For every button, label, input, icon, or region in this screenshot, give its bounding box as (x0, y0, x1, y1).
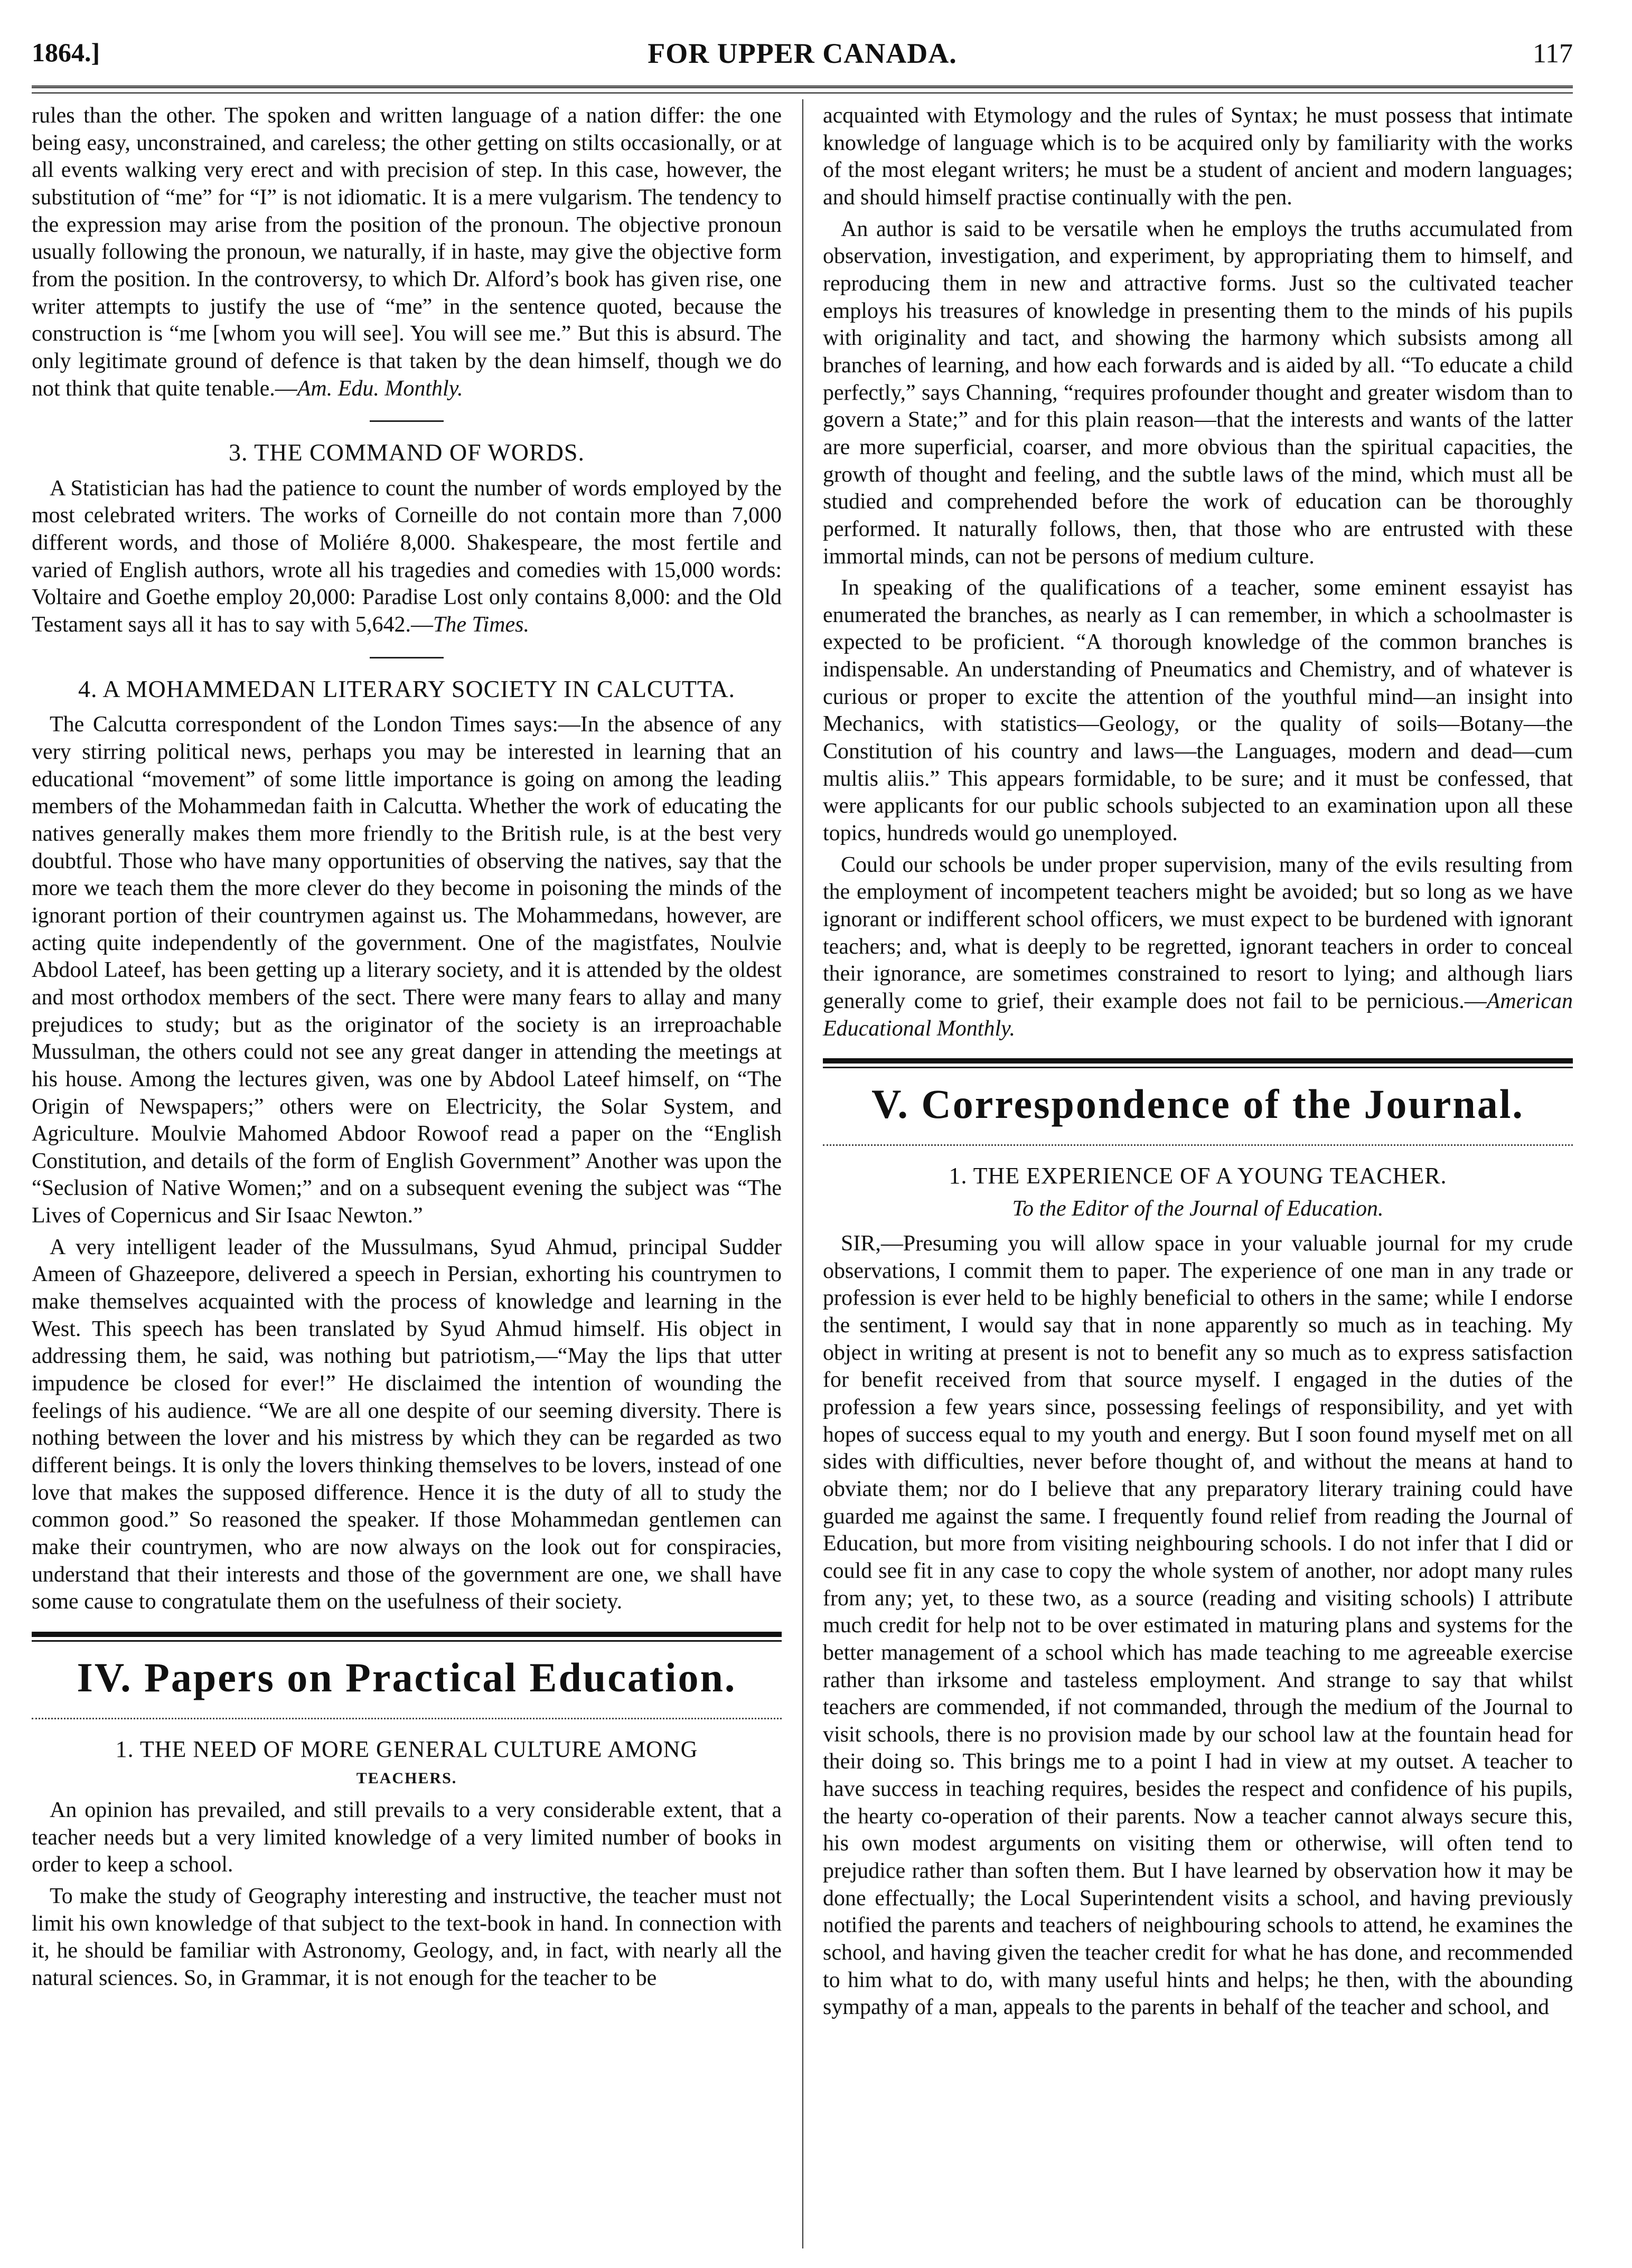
article-heading: 1. THE EXPERIENCE OF A YOUNG TEACHER. (949, 1163, 1447, 1189)
paragraph-text: A Statistician has had the patience to count the number of words employed by the most celebrated writers. The works of Corneille do not contain more than 7,000 different words, and those of Moliére 8,000. Shakespeare, the most fertile and varied of English authors, wrote all his tragedies and comedies with 15,000 words: Voltaire and Goethe employ 20,000: Paradise Lost only contains 8,000: and the Old Testament says all it has to say with 5,642.— (32, 476, 782, 637)
paragraph: acquainted with Etymology and the rules of Syntax; he must possess that intimate knowledge of language which is to be acquired only by familiarity with the works of the most elegant writers; he must be a student of ancient and modern languages; and should himself practise continually with the pen. (823, 103, 1573, 210)
section-separator (370, 657, 444, 658)
paragraph (32, 475, 782, 639)
header-title: FOR UPPER CANADA. (648, 37, 957, 69)
source-credit: Am. Edu. Monthly. (297, 376, 463, 401)
paragraph-text: Could our schools be under proper supervision, many of the evils resulting from the employment of incompetent teachers might be avoided; but so long as we have ignorant or indifferent school officers, we must expect to be burdened with ignorant teachers; and, what is deeply to be regretted, ignorant teachers in order to conceal their ignorance, are sometimes constrained to resort to lying; and although liars generally come to grief, their example does not fail to be pernicious.— (823, 852, 1573, 1013)
article-subheading: To the Editor of the Journal of Education. (1012, 1197, 1384, 1221)
header-rule (32, 86, 1573, 88)
paragraph (823, 852, 1573, 1043)
paragraph (32, 102, 782, 402)
banner-ornament (823, 1134, 1573, 1146)
banner-title: V. Correspondence of the Journal. (871, 1081, 1524, 1127)
paragraph: An author is said to be versatile when he employs the truths accumulated from observation, investigation, and experiment, by appropriating them to himself, and reproducing them in new and attractive forms. Just so the cultivated teacher employs his treasures of knowledge in presenting them to the minds of his pupils with originality and tact, and showing the harmony which subsists among all branches of learning, and how each forwards and is aided by all. “To educate a child perfectly,” says Channing, “requires profounder thought and greater wisdom than to govern a State;” and for this plain reason—that the interests and wants of the latter are more superficial, coarser, and more obvious than the spiritual capacities, the growth of thought and feeling, and the subtle laws of the mind, which must all be studied and comprehended before the work of education can be thoroughly performed. It naturally follows, then, that those who are entrusted with these immortal minds, can not be persons of medium culture. (823, 217, 1573, 569)
paragraph: To make the study of Geography interesting and instructive, the teacher must not limit his own knowledge of that subject to the text-book in hand. In connection with it, he should be familiar with Astronomy, Geology, and, in fact, with nearly all the natural sciences. So, in Grammar, it is not enough for the teacher to be (32, 1884, 782, 1990)
paragraph: In speaking of the qualifications of a teacher, some eminent essayist has enumerated the branches, as nearly as I can remember, in which a schoolmaster is expected to be proficient. “A thorough knowledge of the common branches is indispensable. An understanding of Pneumatics and Chemistry, and of whatever is curious or proper to excite the attention of the youthful mind—an insight into Mechanics, with statistics—Geology, or the quality of soils—Botany—the Constitution of his country and laws—the Languages, modern and dead—cum multis aliis.” This appears formidable, to be sure; and it must be confessed, that were applicants for our public schools subjected to an examination upon all these topics, hundreds would go unemployed. (823, 576, 1573, 846)
right-column (823, 102, 1573, 2026)
header-date: 1864.] (32, 37, 100, 67)
column-divider (802, 99, 803, 2248)
paragraph: SIR,—Presuming you will allow space in your valuable journal for my crude observations, I commit them to paper. The experience of one man in any trade or profession is ever held to be highly beneficial to others in the same; while I endorse the sentiment, I would say that in none apparently so much as in teaching. My object in writing at present is not to benefit any so much as to express satisfaction for benefit received from that source myself. I engaged in the duties of the profession a few years since, possessing feelings of responsibility, and yet with hopes of success equal to my youth and energy. But I soon found myself met on all sides with difficulties, never before thought of, and without the means at hand to obviate them; nor do I believe that any preparatory literary training could have guarded me against the same. I frequently found relief from reading the Journal of Education, but more from visiting neighbouring schools. I do not infer that I did or could see fit in any case to copy the whole system of another, nor adopt many rules from any; yet, to these two, as a source (reading and visiting schools) I attribute much credit for help not to be over estimated in maturing plans and systems for the better management of a school which has made teaching to me agreeable exercise rather than irksome and tasteless employment. And strange to say that whilst teachers are commended, if not commanded, through the medium of the Journal to visit schools, there is no provision made by our school law at the fountain head for their doing so. This brings me to a point I had in view at my outset. A teacher to have success in teaching requires, besides the respect and confidence of his pupils, the hearty co-operation of their parents. Now a teacher cannot always secure this, his own modest arguments on visiting them or otherwise, will often tend to prejudice rather than soften them. But I have learned by observation how it may be done effectually; the Local Superintendent visits a school, and having previously notified the parents and teachers of neighbouring schools to attend, he examines the school, and having given the teacher credit for what he has done, and recommended to him what to do, with many useful hints and helps; he then, with the abounding sympathy of a man, appeals to the parents in behalf of the teacher and school, and (823, 1231, 1573, 2020)
section-banner (823, 1058, 1573, 1146)
banner-rule (32, 1632, 782, 1637)
banner-rule (823, 1058, 1573, 1064)
banner-ornament (32, 1707, 782, 1719)
paragraph: A very intelligent leader of the Mussulmans, Syud Ahmud, principal Sudder Ameen of Ghazeepore, delivered a speech in Persian, exhorting his countrymen to make themselves acquainted with the process of knowledge and learning in the West. This speech has been translated by Syud Ahmud himself. His object in addressing them, he said, was nothing but patriotism,—“May the lips that utter impudence be closed for ever!” He disclaimed the intention of wounding the feelings of his audience. “We are all one despite of our seeming diversity. There is nothing between the lover and his mistress by which they can be regarded as two different beings. It is only the lovers thinking themselves to be lovers, instead of one love that makes the supposed difference. Hence it is the duty of all to study the common good.” So reasoned the speaker. If those Mohammedan gentlemen can make their countrymen, who are now always on the look out for conspiracies, understand that their interests and those of the government are one, we shall have some cause to congratulate them on the usefulness of their society. (32, 1235, 782, 1614)
running-header (32, 29, 1573, 87)
article-heading: 1. THE NEED OF MORE GENERAL CULTURE AMONG (115, 1736, 698, 1762)
paragraph: An opinion has prevailed, and still prevails to a very considerable extent, that a teacher needs but a very limited knowledge of a very limited number of books in order to keep a school. (32, 1798, 782, 1877)
source-credit: The Times. (433, 613, 529, 637)
paragraph-text: rules than the other. The spoken and written language of a nation differ: the one being easy, unconstrained, and careless; the other getting on stilts occasionally, or at all events walking very erect and with precision of step. In this case, however, the substitution of “me” for “I” is not idiomatic. It is a mere vulgarism. The tendency to the expression may arise from the position of the pronoun. The objective pronoun usually following the pronoun, we naturally, if in haste, may give the objective form from the position. In the controversy, to which Dr. Alford’s book has given rise, one writer attempts to justify the use of “me” in the sentence quoted, because the construction is “me [whom you will see]. You will see me.” But this is absurd. The only legitimate ground of defence is that taken by the dean himself, though we do not think that quite tenable.— (32, 103, 782, 401)
section-banner (32, 1632, 782, 1719)
source-credit: American Educational Monthly. (823, 989, 1573, 1041)
section-separator (370, 420, 444, 422)
paragraph: The Calcutta correspondent of the London Times says:—In the absence of any very stirring political news, perhaps you may be interested in learning that an educational “movement” of some little importance is going on among the leading members of the Mohammedan faith in Calcutta. Whether the work of educating the natives generally makes them more friendly to the British rule, is at the best very doubtful. Those who have many opportunities of observing the natives, say that the more we teach them the more clever do they become in poisoning the minds of the ignorant portion of their countrymen against us. The Mohammedans, however, are acting quite independently of the government. One of the magistfates, Noulvie Abdool Lateef, has been getting up a literary society, and it is attended by the oldest and most orthodox members of the sect. There were many fears to allay and many prejudices to study; but as the originator of the society is an irreproachable Mussulman, the others could not see any great danger in attending the meetings at his house. Among the lectures given, was one by Abdool Lateef himself, on “The Origin of Newspapers;” others were on Electricity, the Solar System, and Agriculture. Moulvie Mahomed Abdoor Rowoof read a paper on the “English Constitution, and details of the form of English Government” Another was upon the “Seclusion of Native Women;” and on a subsequent evening the subject was “The Lives of Copernicus and Sir Isaac Newton.” (32, 712, 782, 1228)
journal-page (32, 29, 1573, 2254)
section-heading: 4. A MOHAMMEDAN LITERARY SOCIETY IN CALCUTTA. (78, 675, 736, 702)
section-heading: 3. THE COMMAND OF WORDS. (228, 439, 585, 466)
banner-title: IV. Papers on Practical Education. (77, 1654, 737, 1700)
left-column (32, 102, 782, 1997)
page-number: 117 (1532, 39, 1573, 69)
article-subheading: TEACHERS. (356, 1770, 457, 1787)
